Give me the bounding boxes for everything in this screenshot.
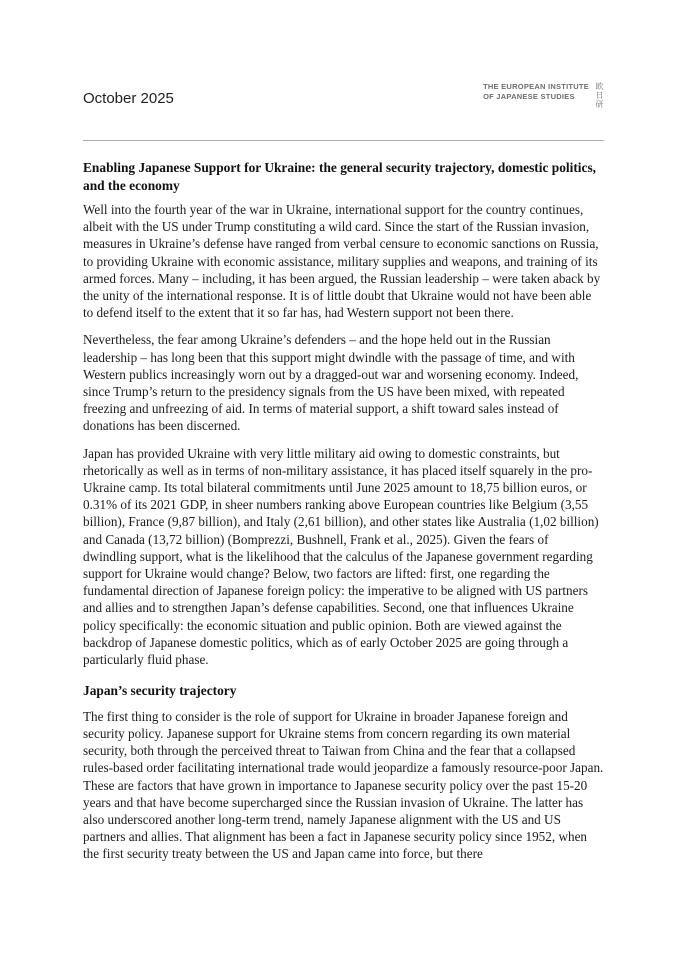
logo-kanji-mark: 欧日研 xyxy=(595,82,604,109)
document-header xyxy=(83,80,604,112)
article-title: Enabling Japanese Support for Ukraine: the general security trajectory, domestic politics, and the economy xyxy=(83,160,597,193)
section-heading-security-trajectory: Japan’s security trajectory xyxy=(83,683,237,699)
header-divider xyxy=(83,140,604,141)
intro-paragraph-3: Japan has provided Ukraine with very little military aid owing to domestic constraints, but rhetorically as well as in terms of non-military assistance, it has placed itself squarely in the pro-Ukraine camp. Its total bilateral commitments until June 2025 amount to 18,75 billion euros, or 0.31% of its 2021 GDP, in sheer numbers ranking above European countries like Belgium (3,55 billion), France (9,87 billion), and Italy (2,61 billion), and other states like Australia (1,02 billion) and Canada (13,72 billion) (Bomprezzi, Bushnell, Frank et al., 2025). Given the fears of dwindling support, what is the likelihood that the calculus of the Japanese government regarding support for Ukraine would change? Below, two factors are lifted: first, one regarding the fundamental direction of Japanese foreign policy: the imperative to be aligned with US partners and allies and to strengthen Japan’s defense capabilities. Second, one that influences Ukraine policy specifically: the economic situation and public opinion. Both are viewed against the backdrop of Japanese domestic politics, which as of early October 2025 are going through a particularly fluid phase. xyxy=(83,445,599,668)
section-paragraph-1: The first thing to consider is the role of support for Ukraine in broader Japanese foreign and security policy. Japanese support for Ukraine stems from concern regarding its own material security, both through the perceived threat to Taiwan from China and the fear that a collapsed rules-based order facilitating international trade would jeopardize a famously resource-poor Japan. These are factors that have grown in importance to Japanese security policy over the past 15-20 years and that have become supercharged since the Russian invasion of Ukraine. The latter has also underscored another long-term trend, namely Japanese alignment with the US and US partners and allies. That alignment has been a fact in Japanese security policy since 1952, when the first security treaty between the US and Japan came into force, but there xyxy=(83,708,604,862)
issue-date: October 2025 xyxy=(83,90,174,107)
intro-paragraph-2: Nevertheless, the fear among Ukraine’s defenders – and the hope held out in the Russian leadership – has long been that this support might dwindle with the passage of time, and with Western publics increasingly worn out by a dragged-out war and worsening economy. Indeed, since Trump’s return to the presidency signals from the US have been mixed, with repeated freezing and unfreezing of aid. In terms of material support, a shift toward sales instead of donations has been discerned. xyxy=(83,332,579,434)
institute-logo xyxy=(483,82,604,112)
logo-line-1: THE EUROPEAN INSTITUTE xyxy=(483,82,589,91)
institute-logo-text xyxy=(483,82,589,101)
logo-line-2: OF JAPANESE STUDIES xyxy=(483,91,575,101)
intro-paragraph-1: Well into the fourth year of the war in Ukraine, international support for the country continues, albeit with the US under Trump constituting a wild card. Since the start of the Russian invasion, measures in Ukraine’s defense have ranged from verbal censure to economic sanctions on Russia, to providing Ukraine with economic assistance, military supplies and weapons, and training of its armed forces. Many – including, it has been argued, the Russian leadership – were taken aback by the unity of the international response. It is of little doubt that Ukraine would not have been able to defend itself to the extent that it so far has, had Western support not been there. xyxy=(83,202,601,321)
article-body xyxy=(83,159,604,863)
